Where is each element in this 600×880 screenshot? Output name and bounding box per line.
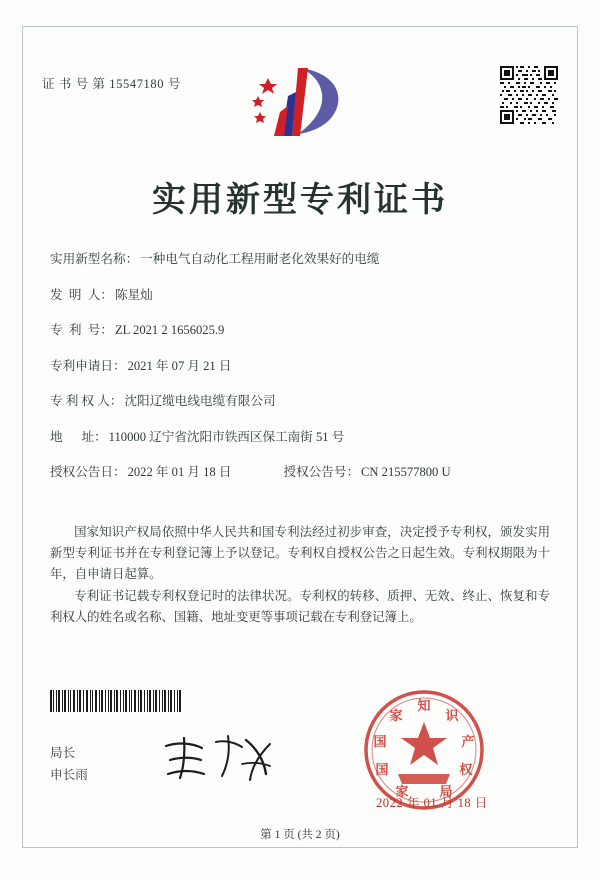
field-value: 一种电气自动化工程用耐老化效果好的电缆	[140, 252, 380, 266]
legal-paragraph-1	[50, 522, 550, 585]
field-value: 陈星灿	[114, 287, 153, 302]
field-row	[50, 390, 550, 409]
grant-announcement-row	[50, 461, 550, 480]
barcode	[50, 690, 182, 712]
field-value: 110000 辽宁省沈阳市铁西区保工南街 51 号	[108, 429, 345, 444]
grant-date-stamp: 2022 年 01 月 18 日	[376, 796, 488, 810]
grant-number-value: CN 215577800 U	[361, 465, 451, 479]
qr-code	[500, 66, 558, 124]
grant-date-label: 授权公告日：	[50, 465, 126, 479]
legal-paragraph-2-text: 专利证书记载专利权登记时的法律状况。专利权的转移、质押、无效、终止、恢复和专利权人的姓名或名称、国籍、地址变更等事项记载在专利登记簿上。	[50, 589, 550, 624]
page-title: 实用新型专利证书	[152, 182, 448, 219]
field-value: 沈阳辽缆电线电缆有限公司	[124, 394, 276, 408]
field-label: 专 利 号：	[50, 323, 113, 337]
svg-text:家: 家	[395, 784, 409, 799]
grant-date-value: 2022 年 01 月 18 日	[127, 465, 232, 479]
svg-text:国: 国	[373, 734, 387, 749]
legal-paragraph-1-text: 国家知识产权局依照中华人民共和国专利法经过初步审查，决定授予专利权，颁发实用新型专利证书并在专利登记簿上予以登记。专利权自授权公告之日起生效。专利权期限为十年，自申请日起算。	[50, 525, 550, 581]
svg-text:识: 识	[445, 708, 459, 723]
director-signature	[158, 730, 278, 790]
field-row	[50, 248, 550, 267]
svg-text:局: 局	[439, 784, 453, 799]
grant-number-label: 授权公告号：	[283, 465, 360, 479]
director-name: 申长雨	[50, 768, 88, 782]
page-number: 第 1 页 (共 2 页)	[260, 829, 340, 841]
field-label: 地 址：	[50, 429, 107, 444]
certificate-fields	[50, 248, 550, 497]
svg-text:知: 知	[417, 698, 431, 713]
svg-text:国: 国	[375, 762, 389, 777]
svg-text:家: 家	[389, 708, 403, 723]
legal-paragraph-2	[50, 586, 550, 628]
signature-block	[50, 742, 88, 786]
field-label: 发 明 人：	[50, 287, 113, 302]
field-row	[50, 319, 550, 338]
field-value: ZL 2021 2 1656025.9	[114, 323, 225, 337]
director-role-label: 局长	[50, 746, 76, 760]
field-label: 实用新型名称：	[50, 252, 139, 266]
patent-office-logo	[248, 62, 346, 142]
svg-text:权: 权	[459, 762, 473, 777]
field-value: 2021 年 07 月 21 日	[127, 358, 232, 373]
certificate-number: 证 书 号 第 15547180 号	[42, 77, 181, 91]
field-row	[50, 355, 550, 374]
field-label: 专 利 权 人：	[50, 394, 123, 408]
field-label: 专利申请日：	[50, 358, 126, 373]
field-row	[50, 284, 550, 303]
svg-text:产: 产	[461, 734, 475, 749]
field-row	[50, 426, 550, 445]
